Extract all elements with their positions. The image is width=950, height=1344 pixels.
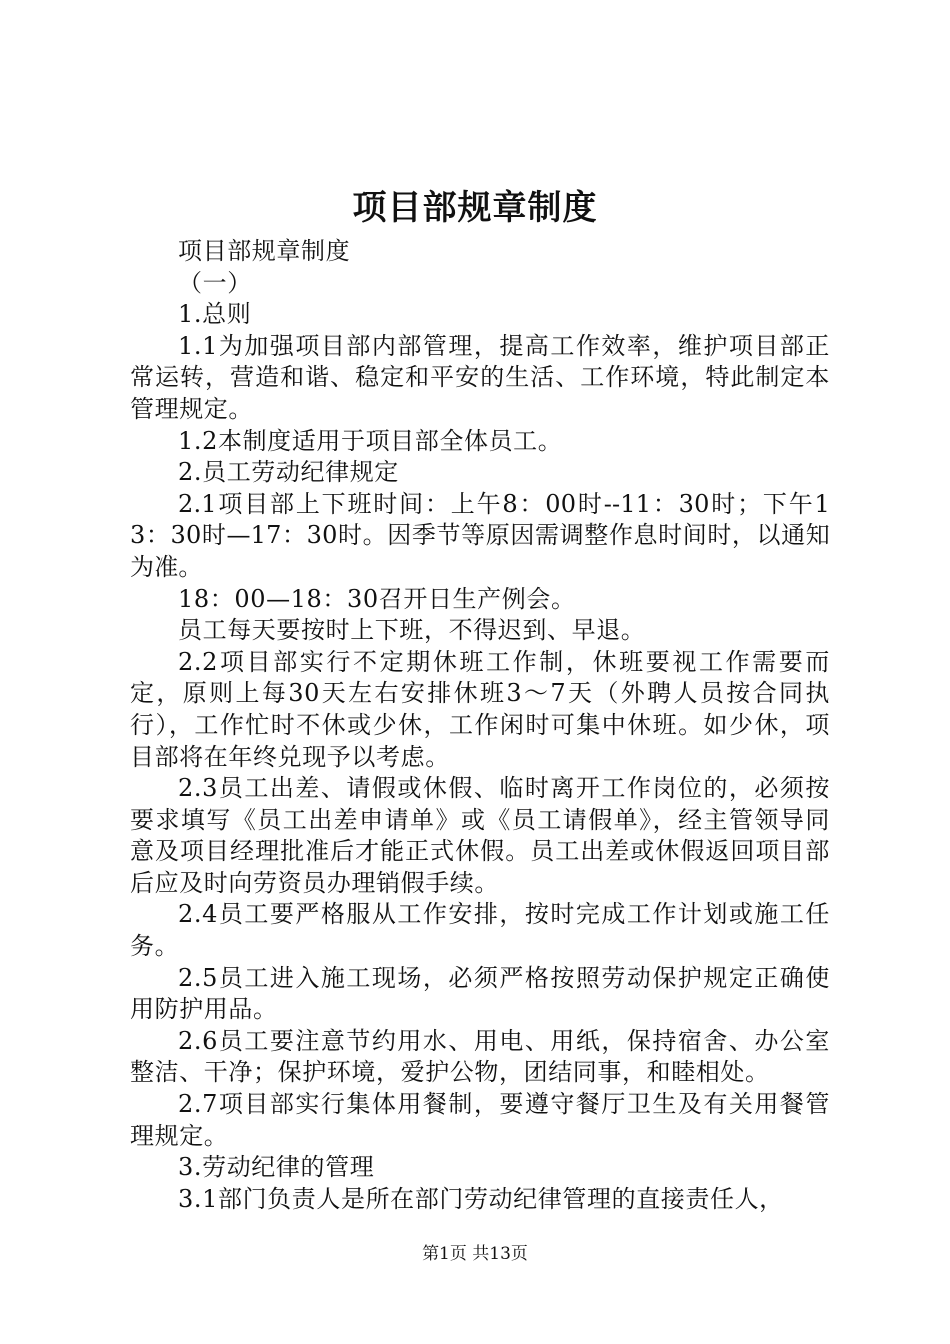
document-body [130,236,830,1215]
paragraph-2-1: 2.1项目部上下班时间：上午8：00时--11：30时；下午13：30时—17：30时。因季节等原因需调整作息时间时，以通知为准。 [130,489,830,581]
paragraph-2-2: 2.2项目部实行不定期休班工作制，休班要视工作需要而定，原则上每30天左右安排休班3～7天（外聘人员按合同执行），工作忙时不休或少休，工作闲时可集中休班。如少休，项目部将在年终兑现予以考虑。 [130,647,830,771]
paragraph-2-5: 2.5员工进入施工现场，必须严格按照劳动保护规定正确使用防护用品。 [130,963,830,1024]
paragraph-2-3: 2.3员工出差、请假或休假、临时离开工作岗位的，必须按要求填写《员工出差申请单》或《员工请假单》，经主管领导同意及项目经理批准后才能正式休假。员工出差或休假返回项目部后应及时向劳资员办理销假手续。 [130,774,830,897]
paragraph-punctuality: 员工每天要按时上下班，不得迟到、早退。 [178,616,646,645]
page-number-footer: 第1页 共13页 [422,1244,528,1264]
document-title: 项目部规章制度 [352,188,598,228]
section-heading-discipline-management: 3.劳动纪律的管理 [178,1153,375,1182]
paragraph-2-7: 2.7项目部实行集体用餐制，要遵守餐厅卫生及有关用餐管理规定。 [130,1090,830,1150]
section-heading-labor-discipline: 2.员工劳动纪律规定 [178,458,399,487]
paragraph-1-2: 1.2本制度适用于项目部全体员工。 [178,426,563,455]
paragraph-2-4: 2.4员工要严格服从工作安排，按时完成工作计划或施工任务。 [130,900,830,961]
paragraph-2-6: 2.6员工要注意节约用水、用电、用纸，保持宿舍、办公室整洁、干净；保护环境，爱护公物，团结同事，和睦相处。 [130,1026,830,1087]
section-heading-general: 1.总则 [178,300,252,329]
paragraph-subtitle: 项目部规章制度 [178,237,351,265]
paragraph-3-1: 3.1部门负责人是所在部门劳动纪律管理的直接责任人， [178,1184,784,1213]
paragraph-daily-meeting: 18：00—18：30召开日生产例会。 [178,584,576,613]
paragraph-part-marker: （一） [178,268,252,297]
paragraph-1-1: 1.1为加强项目部内部管理，提高工作效率，维护项目部正常运转，营造和谐、稳定和平安的生活、工作环境，特此制定本管理规定。 [130,331,830,423]
